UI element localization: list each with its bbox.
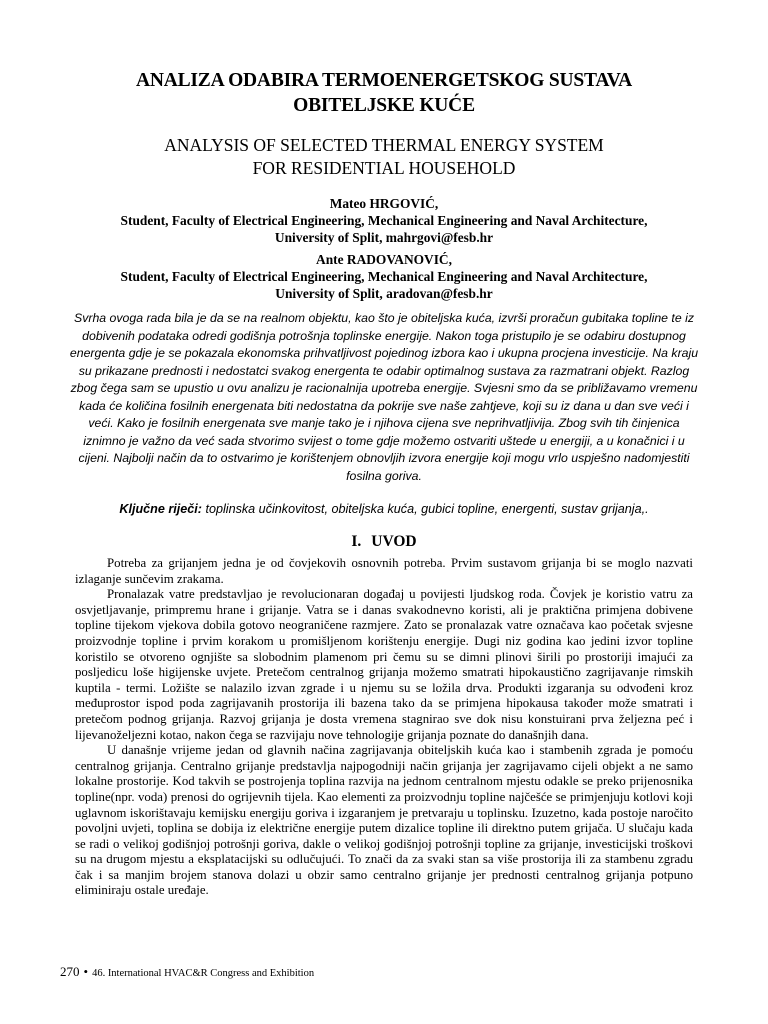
author-name: Ante RADOVANOVIĆ, [316, 252, 452, 267]
title-hr-line-1: ANALIZA ODABIRA TERMOENERGETSKOG SUSTAVA [135, 70, 633, 91]
footer-bullet: • [83, 964, 89, 979]
title-en-line-1: ANALYSIS OF SELECTED THERMAL ENERGY SYSTEM [164, 135, 604, 155]
keywords-text: toplinska učinkovitost, obiteljska kuća, gubici topline, energenti, sustav grijanja,. [201, 502, 649, 516]
author-block-1 [40, 195, 728, 246]
page-number: 270 [60, 964, 80, 979]
section-title: UVOD [371, 533, 417, 550]
body-paragraph: Pronalazak vatre predstavljao je revolucionaran događaj u povijesti ljudskog roda. Čovjek je koristio vatru za osvjetljavanje, primpremu hrane i grijanje. Vatra se i danas svakodnevno koristi, ali je praktična primjena dobivene topline tijekom vjekova dobila gotovo neograničene razmjere. Zato se pronalazak vatre označava kao početak svjesne proizvodnje topline i prvim korakom u promišljenom korištenju energije. Dugi niz godina kao jedini izvor topline koristilo se otvoreno ognjište sa slobodnim plamenom pri čemu su se dimni plinovi širili po prostoriji imajući za posljedicu loše higijenske uvjete. Pretečom centralnog grijanja možemo smatrati hipokaustično zagrijavanje rimskih kuptila - termi. Ložište se nalazilo izvan zgrade i u njemu su se ložila drva. Produkti izgaranja su odvođeni kroz međuprostor ispod poda zagrijavanih prostorija ili bazena tako da se primjena hipokausa također može smatrati i pretečom podnog grijanja. Razvoj grijanja je dosta vremena stagnirao sve dok nisu konstuirani prva željezna peć i lijevanoželjezni kotao, nakon čega se razvijaju nove tehnologije grijanja poznate do današnjih dana. [75, 587, 693, 742]
conference-name: 46. International HVAC&R Congress and Exhibition [92, 968, 315, 979]
author-affiliation: Student, Faculty of Electrical Engineering, Mechanical Engineering and Naval Architecture, [120, 269, 648, 284]
author-university-email: University of Split, mahrgovi@fesb.hr [274, 230, 494, 245]
body-text [75, 556, 693, 899]
paper-title-english [60, 134, 708, 180]
section-heading [40, 532, 728, 552]
paper-title-croatian [60, 68, 708, 118]
author-name: Mateo HRGOVIĆ, [329, 196, 439, 211]
author-university-email: University of Split, aradovan@fesb.hr [275, 286, 493, 301]
author-affiliation: Student, Faculty of Electrical Engineering, Mechanical Engineering and Naval Architecture, [120, 213, 648, 228]
author-block-2 [40, 251, 728, 302]
page-footer [60, 963, 314, 983]
section-number: I. [351, 533, 362, 550]
body-paragraph: Potreba za grijanjem jedna je od čovjekovih osnovnih potreba. Prvim sustavom grijanja bi se moglo nazvati izlaganje sunčevim zrakama. [75, 556, 693, 586]
title-hr-line-2: OBITELJSKE KUĆE [293, 95, 475, 116]
title-en-line-2: FOR RESIDENTIAL HOUSEHOLD [252, 158, 516, 178]
abstract: Svrha ovoga rada bila je da se na realnom objektu, kao što je obiteljska kuća, izvrši proračun gubitaka topline te iz dobivenih podataka odredi godišnja potrošnja toplinske energije. Nakon toga pristupilo je se odabiru dostupnog energenta gdje je se pokazala ekonomska prihvatljivost pojedinog izbora kao i ukupna procjena investicije. Na kraju su prikazane prednosti i nedostatci svakog energenta te odabir optimalnog sustava za razmatrani objekt. Razlog zbog čega sam se upustio u ovu analizu je racionalnija upotreba energije. Svjesni smo da se približavamo vremenu kada će količina fosilnih energenata biti nedostatna da pokrije sve naše zahtjeve, koji su iz dana u dan sve veći i veći. Kako je fosilnih energenata sve manje tako je i njihova cijena sve neprihvatljivija. Zbog svih tih činjenica iznimno je važno da već sada stvorimo svijest o tome gdje možemo ostvariti uštede u energiji, a u konačnici i u cijeni. Najbolji način da to ostvarimo je korištenjem obnovljih izvora energije koji mogu vrlo uspješno nadomjestiti fosilna goriva. [69, 311, 699, 483]
keywords [40, 501, 728, 518]
keywords-label: Ključne riječi: [119, 502, 202, 516]
body-paragraph: U današnje vrijeme jedan od glavnih načina zagrijavanja obiteljskih kuća kao i stambenih zgrada je pomoću centralnog grijanja. Centralno grijanje predstavlja najpogodniji način grijanja jer zagrijavamo cijeli objekt a ne samo lokalne prostorije. Kod takvih se postrojenja toplina razvija na jednom centralnom mjestu odakle se preko prijenosnika topline(npr. voda) prenosi do ogrijevnih tijela. Kao elementi za proizvodnju topline najčešće se primjenjuju kotlovi koji uglavnom iskorištavaju kemijsku energiju goriva i izgaranjem je pretvaraju u toplinsku. Izuzetno, kada postoje naročito povoljni uvjeti, toplina se dobija iz električne energije putem dizalice topline ili direktno putem grijača. U slučaju kada se radi o velikoj godišnjoj potrošnji goriva, dakle o velikoj godišnjoj potrošnji topline za grijanje, investicijski troškovi su na drugom mjestu a eksplatacijski su odlučujući. To znači da za svaki stan sa više prostorija ili za stambenu zgradu čak i sa manjim brojem stanova dolazi u obzir samo centralno grijanje jer prednosti centralnog grijanja potpuno eliminiraju ostale uređaje. [75, 743, 693, 898]
